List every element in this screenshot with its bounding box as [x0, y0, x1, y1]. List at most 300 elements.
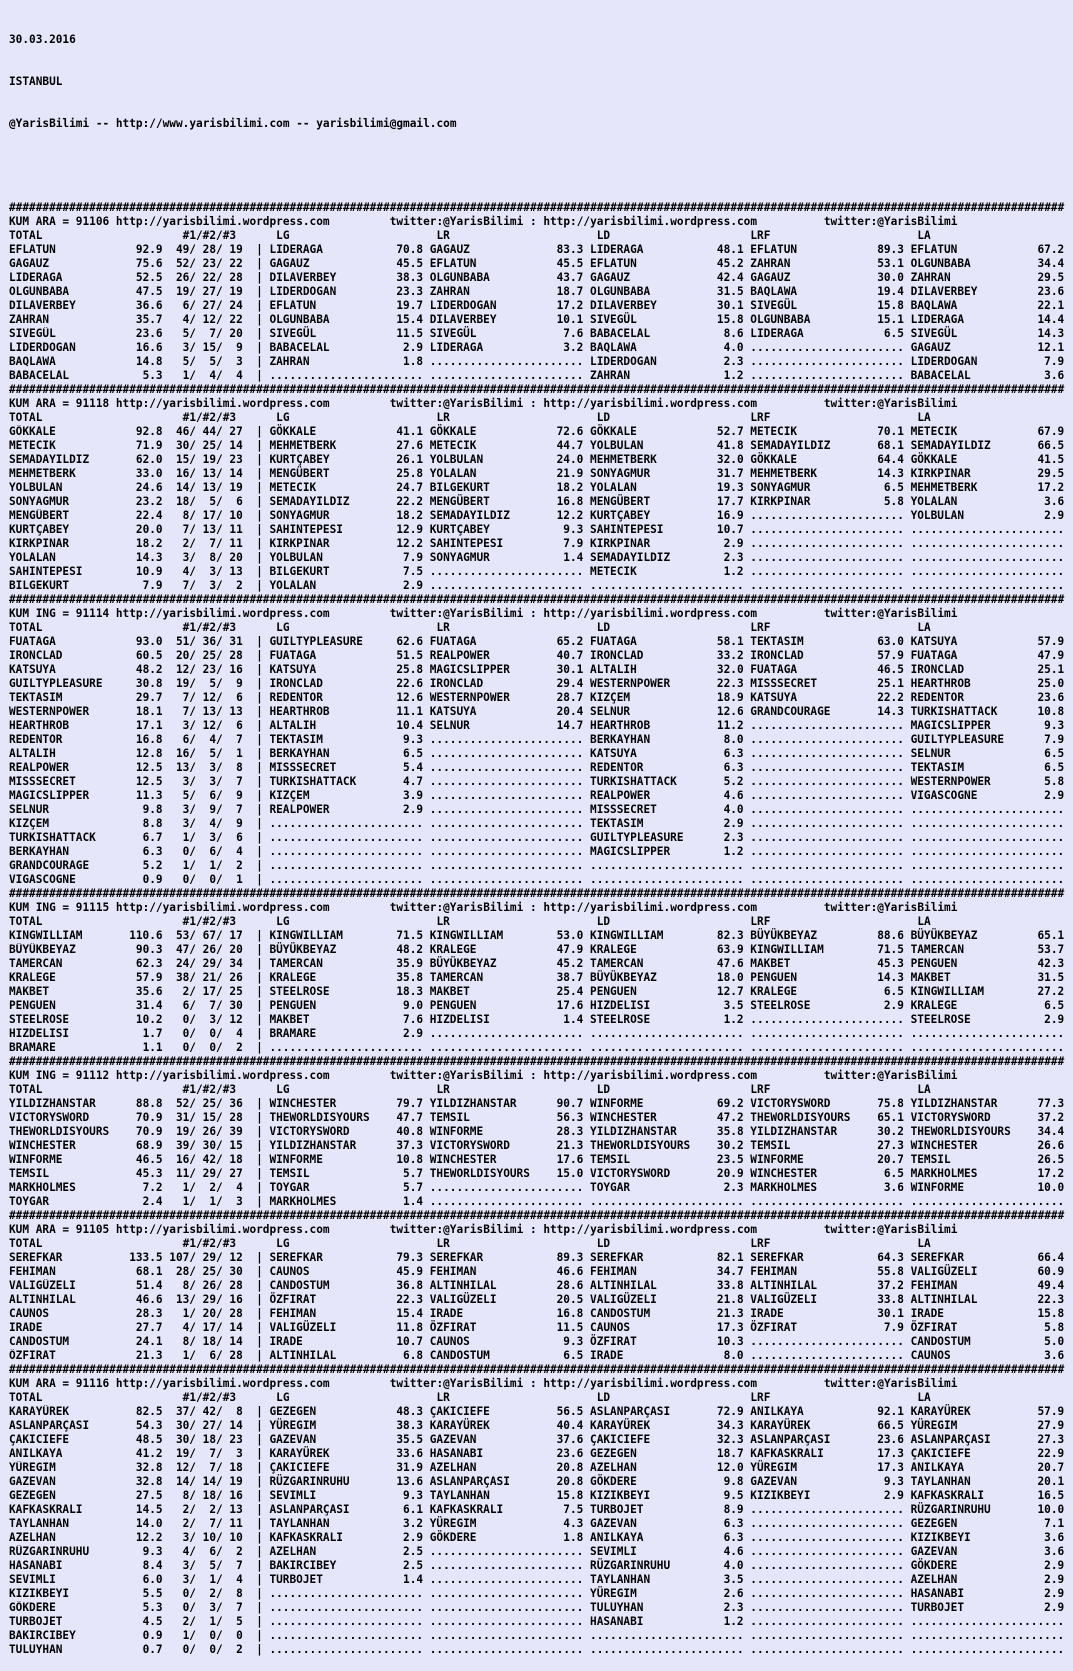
cell-horse-name: VICTORYSWORD — [429, 1139, 510, 1152]
cell-horse-name: LIDERDOGAN — [429, 299, 497, 312]
cell-score: 23.6 — [877, 1433, 904, 1446]
cell-score: 19.4 — [877, 285, 904, 298]
spacer — [163, 1433, 170, 1447]
spacer — [583, 1293, 590, 1307]
cell-lg — [269, 285, 423, 299]
cell-lrf — [750, 943, 904, 957]
spacer — [744, 327, 751, 341]
spacer — [163, 1475, 170, 1489]
cell-horse-name: YÜREGIM — [429, 1517, 477, 1530]
cell-horse-name: THEWORLDISYOURS — [750, 1111, 851, 1124]
total-score: 4.5 — [142, 1615, 163, 1628]
cell-la — [911, 1475, 1065, 1489]
cell-horse-name: SIVEGÜL — [750, 299, 798, 312]
spacer — [904, 943, 911, 957]
cell-horse-name: SELNUR — [429, 719, 470, 732]
cell-score: 3.6 — [1044, 1531, 1065, 1544]
column-divider: | — [256, 1041, 263, 1054]
spacer — [744, 1531, 751, 1545]
cell-ld — [590, 243, 744, 257]
table-row — [9, 1321, 1073, 1335]
cell-ld — [590, 1335, 744, 1349]
cell-score: 3.6 — [1044, 1545, 1065, 1558]
cell-score: 14.4 — [1037, 313, 1065, 326]
cell-score: 10.8 — [1037, 705, 1065, 718]
cell-ld — [590, 649, 744, 663]
spacer — [744, 677, 751, 691]
spacer — [163, 1559, 170, 1573]
cell-ld — [590, 467, 744, 481]
horse-name: SAHINTEPESI — [9, 565, 83, 578]
cell-horse-name: GAGAUZ — [269, 257, 310, 270]
cell-horse-name: KIZÇEM — [269, 789, 310, 802]
spacer — [583, 1545, 590, 1559]
cell-horse-name: GÖKKALE — [429, 425, 477, 438]
race-header — [9, 901, 1073, 915]
cell-la — [911, 1503, 1065, 1517]
cell-lr — [430, 1293, 584, 1307]
cell-horse-name: TURBOJET — [910, 1601, 965, 1614]
cell-horse-name: VICTORYSWORD — [269, 1125, 350, 1138]
spacer — [904, 929, 911, 943]
cell-horse-name: VICTORYSWORD — [590, 1167, 671, 1180]
cell-lr — [430, 299, 584, 313]
column-divider: | — [256, 761, 263, 774]
cell-horse-name: KARAYÜREK — [429, 1419, 490, 1432]
empty-cell-dots: ....................... — [429, 565, 584, 578]
label-la: LA — [917, 229, 931, 242]
cell-lrf — [750, 719, 904, 733]
cell-horse-name: HASANABI — [910, 1587, 965, 1600]
cell-score: 22.2 — [877, 691, 904, 704]
total-score: 93.0 — [135, 635, 163, 648]
cell-lg — [269, 467, 423, 481]
cell-score: 26.5 — [1037, 1153, 1065, 1166]
cell-horse-name: FEHIMAN — [910, 1279, 958, 1292]
empty-cell-dots: ....................... — [750, 1531, 904, 1544]
horse-name: SEREFKAR — [9, 1251, 63, 1264]
cell-lrf — [750, 845, 904, 859]
cell-horse-name: ÖZFIRAT — [910, 1321, 958, 1334]
cell-ld — [590, 1601, 744, 1615]
spacer — [904, 1041, 911, 1055]
cell-lrf — [750, 509, 904, 523]
spacer — [163, 803, 170, 817]
cell-horse-name: HEARTHROB — [910, 677, 971, 690]
place-counts: 0/ 0/ 1 — [175, 873, 243, 886]
cell-score: 53.7 — [1037, 943, 1065, 956]
cell-lr — [430, 313, 584, 327]
total-score: 27.7 — [135, 1321, 163, 1334]
cell-horse-name: TOYGAR — [269, 1181, 310, 1194]
spacer — [904, 1097, 911, 1111]
cell-ld — [590, 1041, 744, 1055]
cell-score: 27.3 — [877, 1139, 904, 1152]
cell-horse-name: ALTALIH — [269, 719, 317, 732]
cell-score: 7.9 — [403, 551, 424, 564]
cell-ld — [590, 1489, 744, 1503]
place-counts: 2/ 7/ 11 — [175, 1517, 243, 1530]
header-colon: : — [529, 607, 537, 620]
cell-lrf — [750, 439, 904, 453]
cell-score: 11.1 — [396, 705, 424, 718]
place-counts: 13/ 29/ 16 — [175, 1293, 243, 1306]
label-lrf: LRF — [750, 1237, 771, 1250]
cell-lg — [269, 1195, 423, 1209]
spacer — [423, 1097, 430, 1111]
label-ld: LD — [596, 915, 611, 928]
spacer — [163, 775, 170, 789]
cell-horse-name: ANILKAYA — [910, 1461, 965, 1474]
total-score: 10.2 — [135, 1013, 163, 1026]
cell-horse-name: SEREFKAR — [590, 1251, 644, 1264]
spacer — [423, 565, 430, 579]
total-score: 5.2 — [142, 859, 163, 872]
cell-score: 6.8 — [403, 1349, 424, 1362]
table-row — [9, 677, 1073, 691]
cell-ld — [590, 859, 744, 873]
place-counts: 47/ 26/ 20 — [175, 943, 243, 956]
cell-lrf — [750, 1279, 904, 1293]
cell-horse-name: FEHIMAN — [269, 1307, 317, 1320]
total-score: 48.2 — [135, 663, 163, 676]
label-lr: LR — [436, 915, 450, 928]
cell-horse-name: MENGÜBERT — [269, 467, 330, 480]
cell-lg — [269, 691, 423, 705]
cell-score: 11.5 — [396, 327, 424, 340]
place-counts: 51/ 36/ 31 — [175, 635, 243, 648]
label-places: #1/#2/#3 — [182, 411, 237, 424]
spacer — [163, 425, 170, 439]
cell-lg — [269, 747, 423, 761]
cell-lr — [430, 1181, 584, 1195]
twitter-handle: twitter:@YarisBilimi — [389, 901, 524, 914]
spacer — [744, 1293, 751, 1307]
cell-horse-name: GUILTYPLEASURE — [910, 733, 1005, 746]
total-score: 5.5 — [142, 1587, 163, 1600]
empty-cell-dots: ....................... — [910, 873, 1065, 886]
cell-horse-name: VICTORYSWORD — [750, 1097, 831, 1110]
cell-lr — [430, 1195, 584, 1209]
cell-horse-name: TEMSIL — [750, 1139, 791, 1152]
cell-la — [911, 1643, 1065, 1657]
cell-horse-name: WINFORME — [429, 1125, 484, 1138]
separator-line: ############################################################################################################################################################## — [9, 593, 1065, 606]
cell-horse-name: ANILKAYA — [750, 1405, 804, 1418]
spacer — [423, 761, 430, 775]
place-counts: 16/ 5/ 1 — [175, 747, 243, 760]
cell-lg — [269, 1573, 423, 1587]
spacer — [744, 817, 751, 831]
total-score: 16.8 — [135, 733, 163, 746]
cell-la — [911, 1027, 1065, 1041]
cell-horse-name: MEHMETBERK — [910, 481, 978, 494]
horse-name: KATSUYA — [9, 663, 56, 676]
spacer — [583, 677, 590, 691]
cell-horse-name: GUILTYPLEASURE — [269, 635, 363, 648]
spacer — [423, 929, 430, 943]
cell-lrf — [750, 1013, 904, 1027]
column-divider: | — [256, 1433, 263, 1446]
cell-lrf — [750, 425, 904, 439]
place-counts: 16/ 42/ 18 — [175, 1153, 243, 1166]
spacer — [423, 1447, 430, 1461]
cell-horse-name: GEZEGEN — [269, 1405, 317, 1418]
cell-lrf — [750, 1195, 904, 1209]
horse-name: ZAHRAN — [9, 313, 50, 326]
place-counts: 1/ 1/ 2 — [175, 859, 243, 872]
cell-horse-name: MENGÜBERT — [590, 495, 651, 508]
cell-ld — [590, 481, 744, 495]
cell-lg — [269, 831, 423, 845]
cell-horse-name: TAYLANHAN — [590, 1573, 651, 1586]
cell-ld — [590, 1181, 744, 1195]
spacer — [583, 299, 590, 313]
spacer — [163, 1503, 170, 1517]
empty-cell-dots: ....................... — [429, 747, 584, 760]
spacer — [744, 1265, 751, 1279]
cell-lr — [430, 1307, 584, 1321]
place-counts: 4/ 17/ 14 — [175, 1321, 243, 1334]
cell-score: 9.3 — [883, 1475, 904, 1488]
cell-horse-name: IRADE — [590, 1349, 624, 1362]
spacer — [904, 453, 911, 467]
cell-lrf — [750, 691, 904, 705]
cell-la — [911, 1447, 1065, 1461]
cell-score: 4.0 — [723, 803, 744, 816]
cell-lg — [269, 1167, 423, 1181]
cell-horse-name: MISSSECRET — [269, 761, 337, 774]
spacer — [744, 1307, 751, 1321]
label-lg: LG — [276, 1083, 290, 1096]
spacer — [744, 1321, 751, 1335]
column-divider: | — [256, 1111, 263, 1124]
cell-horse-name: KURTÇABEY — [269, 453, 330, 466]
cell-ld — [590, 705, 744, 719]
cell-score: 27.3 — [1037, 1433, 1065, 1446]
cell-horse-name: TAMERCAN — [429, 971, 484, 984]
separator-line: ############################################################################################################################################################## — [9, 1363, 1065, 1376]
spacer — [744, 1125, 751, 1139]
horse-name: METECIK — [9, 439, 56, 452]
spacer — [583, 1405, 590, 1419]
cell-horse-name: EFLATUN — [429, 257, 477, 270]
cell-horse-name: KARAYÜREK — [590, 1419, 651, 1432]
cell-horse-name: TURKISHATTACK — [910, 705, 998, 718]
cell-ld — [590, 845, 744, 859]
place-counts: 3/ 1/ 4 — [175, 1573, 243, 1586]
cell-lr — [430, 1489, 584, 1503]
cell-lr — [430, 243, 584, 257]
horse-name: TURKISHATTACK — [9, 831, 96, 844]
cell-ld — [590, 1447, 744, 1461]
spacer — [904, 1503, 911, 1517]
spacer — [163, 859, 170, 873]
cell-score: 4.3 — [563, 1517, 584, 1530]
spacer — [163, 1419, 170, 1433]
spacer — [423, 1195, 430, 1209]
spacer — [583, 1433, 590, 1447]
table-row — [9, 1307, 1073, 1321]
cell-la — [911, 1433, 1065, 1447]
cell-score: 3.5 — [723, 999, 744, 1012]
cell-horse-name: LIDERAGA — [910, 313, 965, 326]
cell-lr — [430, 271, 584, 285]
column-divider: | — [256, 1447, 263, 1460]
empty-cell-dots: ....................... — [750, 1503, 904, 1516]
place-counts: 1/ 2/ 4 — [175, 1181, 243, 1194]
blog-link: http://yarisbilimi.wordpress.com — [115, 1223, 330, 1236]
race-title: KUM ARA = 91105 — [9, 1223, 110, 1236]
spacer — [744, 1503, 751, 1517]
spacer — [744, 285, 751, 299]
column-divider: | — [256, 957, 263, 970]
spacer — [583, 649, 590, 663]
spacer — [904, 1615, 911, 1629]
place-counts: 19/ 5/ 9 — [175, 677, 243, 690]
cell-horse-name: ÖZFIRAT — [590, 1335, 637, 1348]
label-ld: LD — [596, 1391, 611, 1404]
cell-ld — [590, 1293, 744, 1307]
cell-score: 2.3 — [723, 1181, 744, 1194]
cell-horse-name: CANDOSTUM — [269, 1279, 330, 1292]
cell-lr — [430, 509, 584, 523]
total-score: 31.4 — [135, 999, 163, 1012]
cell-lr — [430, 817, 584, 831]
horse-name: TEMSIL — [9, 1167, 50, 1180]
label-total: TOTAL — [9, 229, 43, 242]
cell-score: 33.8 — [716, 1279, 744, 1292]
cell-score: 2.9 — [1044, 789, 1065, 802]
total-score: 23.2 — [135, 495, 163, 508]
cell-score: 12.6 — [716, 705, 744, 718]
cell-score: 2.6 — [723, 1587, 744, 1600]
cell-la — [911, 1349, 1065, 1363]
column-divider: | — [256, 1195, 263, 1208]
place-counts: 1/ 0/ 0 — [175, 1629, 243, 1642]
cell-lr — [430, 1573, 584, 1587]
spacer — [583, 271, 590, 285]
total-score: 16.6 — [135, 341, 163, 354]
spacer — [744, 453, 751, 467]
column-divider: | — [256, 1139, 263, 1152]
cell-horse-name: THEWORLDISYOURS — [429, 1167, 530, 1180]
cell-lrf — [750, 789, 904, 803]
empty-cell-dots: ....................... — [750, 733, 904, 746]
spacer — [583, 1643, 590, 1657]
cell-lr — [430, 481, 584, 495]
cell-horse-name: BILGEKURT — [269, 565, 330, 578]
cell-horse-name: REDENTOR — [269, 691, 323, 704]
spacer — [904, 1643, 911, 1657]
empty-cell-dots: ....................... — [429, 1027, 584, 1040]
cell-horse-name: WINCHESTER — [590, 1111, 657, 1124]
spacer — [744, 691, 751, 705]
column-divider: | — [256, 355, 263, 368]
cell-score: 92.1 — [877, 1405, 904, 1418]
cell-horse-name: TEKTASIM — [910, 761, 965, 774]
horse-name: MEHMETBERK — [9, 467, 76, 480]
cell-lr — [430, 1097, 584, 1111]
cell-ld — [590, 1559, 744, 1573]
cell-lr — [430, 1503, 584, 1517]
horse-name: LIDERAGA — [9, 271, 63, 284]
empty-cell-dots: ....................... — [910, 565, 1065, 578]
cell-score: 45.2 — [716, 257, 744, 270]
cell-horse-name: GÖKDERE — [590, 1475, 637, 1488]
cell-horse-name: VALIGÜZELI — [750, 1293, 818, 1306]
cell-ld — [590, 691, 744, 705]
empty-cell-dots: ....................... — [750, 789, 904, 802]
spacer — [423, 495, 430, 509]
cell-horse-name: PENGUEN — [269, 999, 317, 1012]
place-counts: 2/ 1/ 5 — [175, 1615, 243, 1628]
cell-la — [911, 817, 1065, 831]
spacer — [583, 747, 590, 761]
empty-cell-dots: ....................... — [750, 761, 904, 774]
empty-cell-dots: ....................... — [269, 873, 424, 886]
spacer — [163, 243, 170, 257]
cell-horse-name: HASANABI — [429, 1447, 484, 1460]
horse-name: EFLATUN — [9, 243, 56, 256]
cell-horse-name: IRADE — [910, 1307, 944, 1320]
cell-score: 10.0 — [1037, 1503, 1065, 1516]
table-row — [9, 271, 1073, 285]
cell-lrf — [750, 257, 904, 271]
cell-score: 51.5 — [396, 649, 424, 662]
cell-horse-name: EFLATUN — [910, 243, 958, 256]
cell-lg — [269, 1405, 423, 1419]
empty-cell-dots: ....................... — [429, 1643, 584, 1656]
cell-lrf — [750, 1349, 904, 1363]
cell-score: 45.2 — [556, 957, 584, 970]
label-la: LA — [917, 411, 931, 424]
spacer — [163, 327, 170, 341]
total-score: 12.8 — [135, 747, 163, 760]
spacer — [163, 1153, 170, 1167]
cell-horse-name: KIRKPINAR — [910, 467, 971, 480]
cell-lg — [269, 313, 423, 327]
cell-horse-name: KINGWILLIAM — [429, 929, 504, 942]
cell-score: 21.3 — [556, 1139, 584, 1152]
cell-la — [911, 565, 1065, 579]
table-row — [9, 635, 1073, 649]
cell-horse-name: GAGAUZ — [750, 271, 791, 284]
cell-horse-name: KURTÇABEY — [590, 509, 651, 522]
empty-cell-dots: ....................... — [269, 1643, 424, 1656]
cell-ld — [590, 1153, 744, 1167]
empty-cell-dots: ....................... — [269, 369, 424, 382]
empty-cell-dots: ....................... — [910, 579, 1065, 592]
spacer — [744, 509, 751, 523]
cell-ld — [590, 495, 744, 509]
spacer — [163, 1349, 170, 1363]
cell-score: 30.2 — [877, 1125, 904, 1138]
cell-ld — [590, 1265, 744, 1279]
cell-score: 62.6 — [396, 635, 424, 648]
cell-score: 31.7 — [716, 467, 744, 480]
horse-name: IRADE — [9, 1321, 43, 1334]
cell-score: 55.8 — [877, 1265, 904, 1278]
spacer — [583, 327, 590, 341]
empty-cell-dots: ....................... — [429, 1629, 584, 1642]
spacer — [163, 481, 170, 495]
spacer — [423, 355, 430, 369]
cell-lg — [269, 243, 423, 257]
cell-lr — [430, 537, 584, 551]
cell-horse-name: SIVEGÜL — [590, 313, 637, 326]
cell-score: 35.8 — [396, 971, 424, 984]
